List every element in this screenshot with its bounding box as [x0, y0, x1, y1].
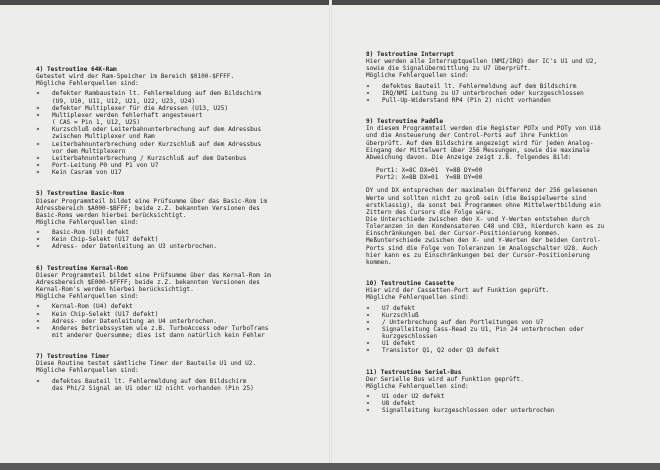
section-intro-line: Eingang der Mittelwert über 256 Messungen, sowie die maximale: [366, 146, 590, 154]
bullet-text: Kein Casram von U17: [52, 169, 122, 177]
section-title: 9) Testroutine Paddle: [366, 118, 444, 126]
bullet-item: [36, 311, 322, 318]
bullet-item: [36, 325, 322, 332]
bullet-item: [36, 169, 322, 176]
bullet-item: [36, 243, 322, 250]
bullet-mark: ¤: [36, 169, 40, 177]
bullet-mark: ¤: [366, 347, 370, 355]
bullet-mark: ¤: [36, 229, 40, 237]
section-intro-line: überprüft. Auf dem Bildschirm angezeigt wird für jeden Analog-: [366, 139, 594, 147]
section-intro-line: Mögliche Fehlerquellen sind:: [366, 72, 469, 80]
section-intro-line: Getestet wird der Ram-Speicher im Bereich $0100-$FFFF.: [36, 73, 235, 81]
bullet-text: Multiplexer werden fehlerhaft angesteuert: [52, 111, 203, 119]
section-intro-line: Adressbereich $E000-$FFFF; beide z.Z. bekannten Versionen des: [36, 278, 260, 286]
bullet-indent: [36, 385, 52, 392]
page-fold: [329, 0, 332, 470]
section-body-line: kommen.: [366, 258, 392, 266]
port-readout: Port2: X=8B DX=01 Y=8B DY=00: [376, 174, 483, 182]
bullet-text: U7 defekt: [382, 304, 416, 312]
bullet-text: Kurzschluß oder Leiterbahnunterbrechung auf dem Adressbus: [52, 126, 262, 134]
bullet-text: U1 oder U2 defekt: [382, 393, 445, 401]
bullet-text: Adress- oder Datenleitung an U3 unterbrochen.: [52, 243, 218, 251]
section: [366, 280, 654, 355]
bullet-mark: ¤: [36, 236, 40, 244]
bullet-text: Kurzschluß: [382, 311, 419, 319]
bullet-item: [366, 305, 654, 312]
section-intro-line: Kernal-Rom's werden hierbei berücksichtigt.: [36, 286, 194, 294]
section-intro-line: Mögliche Fehlerquellen sind:: [36, 218, 139, 226]
bullet-mark: ¤: [36, 310, 40, 318]
bullet-indent: [36, 98, 52, 105]
bullet-item: [366, 97, 654, 104]
section-title: 8) Testroutine Interrupt: [366, 51, 455, 58]
section-intro-line: Hier werden alle Interruptquellen (NMI/IRQ) der IC's U1 und U2,: [366, 58, 598, 66]
bullet-text: Pull-Up-Widerstand RP4 (Pin 2) nicht vorhanden: [382, 96, 551, 104]
bullet-item: [366, 393, 654, 400]
bullet-text: U8 defekt: [382, 400, 416, 408]
bullet-mark: ¤: [366, 96, 370, 104]
bullet-text: / Unterbrechung auf den Portleitungen von U7: [382, 318, 544, 326]
section-title: 11) Testroutine Seriel-Bus: [366, 368, 462, 376]
section-intro-line: Mögliche Fehlerquellen sind:: [36, 367, 139, 375]
left-page: [36, 66, 322, 400]
bullet-text: Basic-Rom (U3) defekt: [52, 229, 130, 237]
port-readout: Port1: X=8C DX=01 Y=8B DY=00: [376, 167, 483, 175]
section-intro-line: Basic-Roms werden hierbei berücksichtigt.: [36, 211, 187, 219]
bullet-item: [36, 148, 322, 155]
bullet-text: Kein Chip-Selekt (U17 defekt): [52, 236, 159, 244]
bullet-text: ( CAS = Pin 1, U12, U25): [52, 119, 141, 127]
section-title: 5) Testroutine Basic-Rom: [36, 190, 125, 198]
bullet-mark: ¤: [36, 140, 40, 148]
bullet-mark: ¤: [36, 303, 40, 311]
bullet-text: U1 defekt: [382, 340, 416, 348]
bullet-mark: ¤: [366, 393, 370, 401]
bullet-text: Kein Chip-Selekt (U17 defekt): [52, 310, 159, 318]
bullet-text: defektes Bauteil lt. Fehlermeldung auf dem Bildschirm: [52, 377, 247, 385]
section-body-line: erstklassig), da sonst bei Programmen ohne Mittelwertbildung ein: [366, 201, 601, 209]
section-body-line: hier kann es zu Einschränkungen bei der Cursor-Positionierung: [366, 251, 590, 259]
bullet-item: [366, 340, 654, 347]
section: [36, 66, 322, 176]
bullet-indent: [36, 133, 52, 140]
bullet-mark: ¤: [36, 324, 40, 332]
bullet-text: mit anderer Quersumme; dies ist dann natürlich kein Fehler: [52, 332, 265, 339]
bullet-mark: ¤: [36, 126, 40, 134]
bullet-text: zwischen Multiplexer und Ram: [52, 133, 155, 141]
bullet-mark: ¤: [36, 154, 40, 162]
section-intro-line: Dieser Programmteil bildet eine Prüfsumme über das Kernal-Rom im: [36, 271, 271, 279]
bullet-item: [36, 236, 322, 243]
section: [36, 265, 322, 340]
section-body-line: Meßunterschiede zwischen den X- und Y-Werten der beiden Control-: [366, 237, 601, 245]
section: [366, 118, 654, 266]
bullet-text: kurzgeschlossen: [382, 333, 438, 341]
bullet-item: [366, 90, 654, 97]
section-body-line: Werte und sollten nicht zu groß sein (die Beispielwerte sind: [366, 194, 587, 202]
bullet-item: [36, 98, 322, 105]
bullet-mark: ¤: [366, 400, 370, 408]
bullet-mark: ¤: [366, 89, 370, 97]
section-body-line: Einschränkungen bei der Cursor-Positionierung kommen.: [366, 230, 561, 238]
section-title: 6) Testroutine Kernal-Rom: [36, 264, 128, 272]
bullet-item: [366, 407, 654, 414]
bullet-mark: ¤: [36, 90, 40, 98]
bullet-text: Signalleitung kurzgeschlossen oder unterbrochen: [382, 407, 555, 415]
bullet-mark: ¤: [36, 104, 40, 112]
bullet-item: [366, 400, 654, 407]
bullet-text: Kernal-Rom (U4) defekt: [52, 303, 133, 311]
bullet-item: [36, 229, 322, 236]
bullet-item: [36, 119, 322, 126]
section-intro-line: und die Ansteuerung der Control-Ports auf ihre Funktion: [366, 132, 568, 140]
section-title: 7) Testroutine Timer: [36, 353, 110, 361]
bullet-mark: ¤: [366, 318, 370, 326]
bullet-item: [36, 385, 322, 392]
bullet-item: [36, 303, 322, 310]
bullet-item: [36, 162, 322, 169]
bullet-text: IRQ/NMI Leitung zu U7 unterbrochen oder kurzgeschlossen: [382, 89, 584, 97]
section-intro-line: Abweichung davon. Die Anzeige zeigt z.B. folgendes Bild:: [366, 153, 572, 161]
bullet-item: [36, 332, 322, 339]
section-body-line: Die Unterschiede zwischen den X- und Y-Werten entstehen durch: [366, 215, 590, 223]
bullet-text: vor dem Multiplexern: [52, 147, 126, 155]
section-body-line: Ports sind die Folge von Toleranzen im Analogschalter U28. Auch: [366, 244, 598, 252]
section-intro-line: Mögliche Fehlerquellen sind:: [36, 80, 139, 88]
section: [366, 369, 654, 415]
bullet-item: [366, 319, 654, 326]
scan-edge-bottom: [0, 463, 660, 470]
section-intro-line: Der Serielle Bus wird auf Funktion geprüft.: [366, 375, 524, 383]
bullet-mark: ¤: [36, 317, 40, 325]
section-intro-line: Mögliche Fehlerquellen sind:: [366, 382, 469, 390]
bullet-item: [366, 312, 654, 319]
bullet-mark: ¤: [366, 304, 370, 312]
bullet-mark: ¤: [366, 311, 370, 319]
bullet-mark: ¤: [36, 377, 40, 385]
section: [366, 51, 654, 104]
section-body-line: DY und DX entsprechen der maximalen Differenz der 256 gelesenen: [366, 187, 598, 195]
section-intro-line: Hier wird der Cassetten-Port auf Funktion geprüft.: [366, 287, 550, 295]
section-intro-line: Adressbereich $A000-$BFFF; beide z.Z. bekannten Versionen des: [36, 204, 260, 212]
bullet-mark: ¤: [366, 340, 370, 348]
section-intro-line: sowie die Signalübermittlung zu U7 überprüft.: [366, 65, 532, 73]
bullet-item: [366, 326, 654, 333]
bullet-text: das Phi/2 Signal an U1 oder U2 nicht vorhanden (Pin 25): [52, 384, 254, 392]
right-page: [366, 51, 654, 423]
bullet-item: [36, 133, 322, 140]
bullet-text: Leiterbahnunterbrechung / Kurzschluß auf dem Datenbus: [52, 154, 247, 162]
bullet-indent: [36, 148, 52, 155]
bullet-item: [36, 112, 322, 119]
bullet-item: [366, 83, 654, 90]
bullet-text: Adress- oder Datenleitung an U4 unterbrochen.: [52, 317, 218, 325]
section-body-line: Toleranzen in den Kondensatoren C48 und C93, hierdurch kann es zu: [366, 223, 605, 231]
bullet-item: [36, 318, 322, 325]
bullet-text: (U9, U10, U11, U12, U21, U22, U23, U24): [52, 97, 196, 105]
bullet-mark: ¤: [36, 243, 40, 251]
section-intro-line: In diesem Programmteil werden die Register POTx und POTy von U18: [366, 125, 601, 133]
bullet-item: [366, 333, 654, 340]
bullet-indent: [36, 119, 52, 126]
section-intro-line: Mögliche Fehlerquellen sind:: [36, 293, 139, 301]
bullet-mark: ¤: [366, 407, 370, 415]
bullet-indent: [36, 332, 52, 339]
section: [36, 190, 322, 250]
bullet-text: defekter Rambaustein lt. Fehlermeldung auf dem Bildschirm: [52, 90, 262, 98]
section-title: 4) Testroutine 64K-Ram: [36, 66, 117, 73]
section-title: 10) Testroutine Cassette: [366, 280, 455, 288]
section-intro-line: Diese Routine testet sämtliche Timer der Bauteile U1 und U2.: [36, 360, 257, 368]
bullet-text: defekter Multiplexer für die Adressen (U13, U25): [52, 104, 229, 112]
section-body-line: Zittern des Cursors die Folge wäre.: [366, 208, 495, 216]
section: [36, 353, 322, 392]
bullet-text: Leiterbahnunterbrechung oder Kurzschluß auf dem Adressbus: [52, 140, 262, 148]
bullet-item: [36, 126, 322, 133]
bullet-text: Signalleitung Cass-Read zu U1, Pin 24 unterbrochen oder: [382, 326, 584, 333]
section-intro-line: Mögliche Fehlerquellen sind:: [366, 294, 469, 302]
bullet-text: Port-Leitung P0 und P1 von U7: [52, 162, 159, 170]
bullet-text: Anderes Betriebssystem wie z.B. TurboAccess oder TurboTrans: [52, 324, 269, 332]
bullet-item: [36, 141, 322, 148]
bullet-item: [36, 378, 322, 385]
bullet-mark: ¤: [36, 162, 40, 170]
bullet-item: [36, 155, 322, 162]
bullet-item: [36, 105, 322, 112]
bullet-mark: ¤: [36, 111, 40, 119]
bullet-item: [36, 90, 322, 97]
bullet-indent: [366, 333, 382, 340]
section-intro-line: Dieser Programmteil bildet eine Prüfsumme über das Basic-Rom im: [36, 197, 268, 205]
bullet-text: defektes Bauteil lt. Fehlermeldung auf dem Bildschirm: [382, 82, 577, 90]
bullet-text: Transistor Q1, Q2 oder Q3 defekt: [382, 347, 500, 355]
bullet-mark: ¤: [366, 326, 370, 333]
bullet-mark: ¤: [366, 82, 370, 90]
bullet-item: [366, 347, 654, 354]
